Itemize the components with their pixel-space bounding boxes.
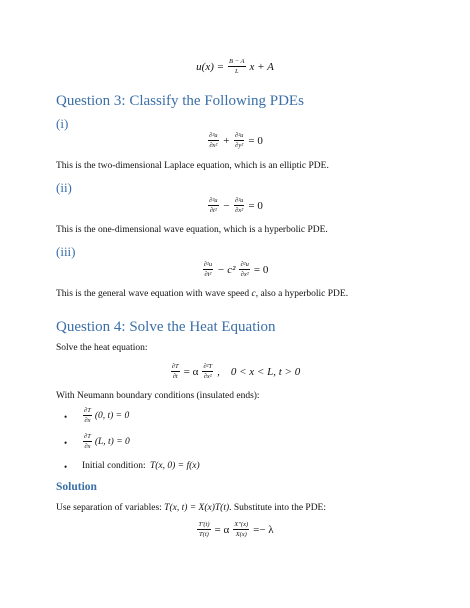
separation-text [56,502,326,514]
separation-equation [0,521,470,538]
frac-num: X″(x) [234,521,249,528]
q3-part-iii-equation [0,261,470,278]
operator: + [222,134,230,147]
operator: − c² [217,263,236,276]
frac-num: ∂T [84,433,91,440]
frac-den: ∂x [84,417,91,424]
top-eq-frac-den: L [234,68,239,75]
q4-heading: Question 4: Solve the Heat Equation [56,319,276,335]
frac-term-1 [208,132,218,149]
frac-den: ∂x [84,443,91,450]
frac-den: ∂t² [204,271,212,278]
operator: − [222,199,230,212]
top-equation [0,58,470,75]
bc-intro: With Neumann boundary conditions (insulated ends): [56,391,260,401]
q3-part-ii-label: (ii) [56,180,72,195]
heat-equation [0,363,470,380]
frac-num: ∂²u [209,132,218,139]
top-eq-rest: x + A [249,60,274,73]
top-eq-lhs: u(x) = [196,60,225,73]
frac-num: ∂²u [240,261,249,268]
q4-intro: Solve the heat equation: [56,343,148,353]
frac-den: ∂x² [203,373,212,380]
sep-text: Use separation of variables: [56,503,165,513]
bullet-rest: (0, t) = 0 [94,410,130,421]
q3-part-i-text [56,160,329,172]
text-highlight: elliptic PDE [279,161,327,171]
frac-lhs [171,363,180,380]
frac-num: ∂²T [203,363,213,370]
text-after: . [326,161,329,171]
bullet-2 [82,433,130,450]
q3-part-iii-label: (iii) [56,244,76,259]
q3-part-ii-text [56,224,328,236]
text-after: . [325,225,328,235]
frac-num: ∂²u [234,132,244,139]
domain-condition: , 0 < x < L, t > 0 [217,365,301,378]
frac-term-1 [203,261,213,278]
frac-term-2 [234,132,244,149]
q3-part-i-equation [0,132,470,149]
frac-den: ∂x² [209,142,218,149]
bullet-1 [82,407,129,424]
solution-heading: Solution [56,481,97,493]
frac-den: ∂t² [209,207,217,214]
bullet-rest: (L, t) = 0 [94,436,130,447]
frac-lhs [197,521,210,538]
frac-num: ∂T [84,407,91,414]
q3-part-ii-equation [0,197,470,214]
equation-rhs: = 0 [248,199,263,212]
equals-alpha: = α [183,365,199,378]
top-eq-fraction [228,58,245,75]
frac-num: ∂T [171,363,179,370]
equation-rhs: =− λ [253,523,274,536]
equation-rhs: = 0 [253,263,269,276]
text-before: This is the general wave equation with wave speed [56,289,252,299]
frac-num: ∂²u [209,197,218,204]
q3-part-iii-text [56,288,348,300]
frac-den: T(t) [199,531,209,538]
frac-term-1 [208,197,218,214]
text-highlight: hyperbolic PDE [284,289,346,299]
text-mid: , also a [255,289,285,299]
top-eq-frac-num: B − A [229,58,245,65]
frac-term-2 [239,261,249,278]
frac-num: ∂²u [234,197,244,204]
bullet-label: Initial condition: [82,461,148,471]
text-before: This is the one-dimensional wave equation, which is a [56,225,265,235]
frac-den: ∂x² [235,207,244,214]
frac-den: X(x) [235,531,247,538]
frac-term-2 [234,197,244,214]
text-before: This is the two-dimensional Laplace equation, which is an [56,161,280,171]
bullet-3-glyph: • [64,462,68,472]
frac-den: ∂t [172,373,178,380]
sep-after: . Substitute into the PDE: [229,503,326,513]
frac-num: ∂²u [203,261,213,268]
text-var: c [251,289,256,299]
sep-math: T(x, t) = X(x)T(t) [164,503,230,513]
equals-alpha: = α [214,523,230,536]
frac-den: ∂y² [235,142,244,149]
text-after: . [345,289,349,299]
frac-num: T′(t) [198,521,210,528]
bullet-1-glyph: • [64,412,68,422]
bullet-2-glyph: • [64,438,68,448]
text-highlight: hyperbolic PDE [264,225,326,235]
q3-part-i-label: (i) [56,116,69,131]
bullet-rest: T(x, 0) = f(x) [149,461,200,471]
frac-den: ∂x² [240,271,249,278]
q3-heading: Question 3: Classify the Following PDEs [56,93,304,109]
frac-rhs [202,363,213,380]
frac [83,407,92,424]
equation-rhs: = 0 [248,134,263,147]
frac [83,433,92,450]
bullet-3 [82,460,200,472]
frac-rhs [233,521,249,538]
